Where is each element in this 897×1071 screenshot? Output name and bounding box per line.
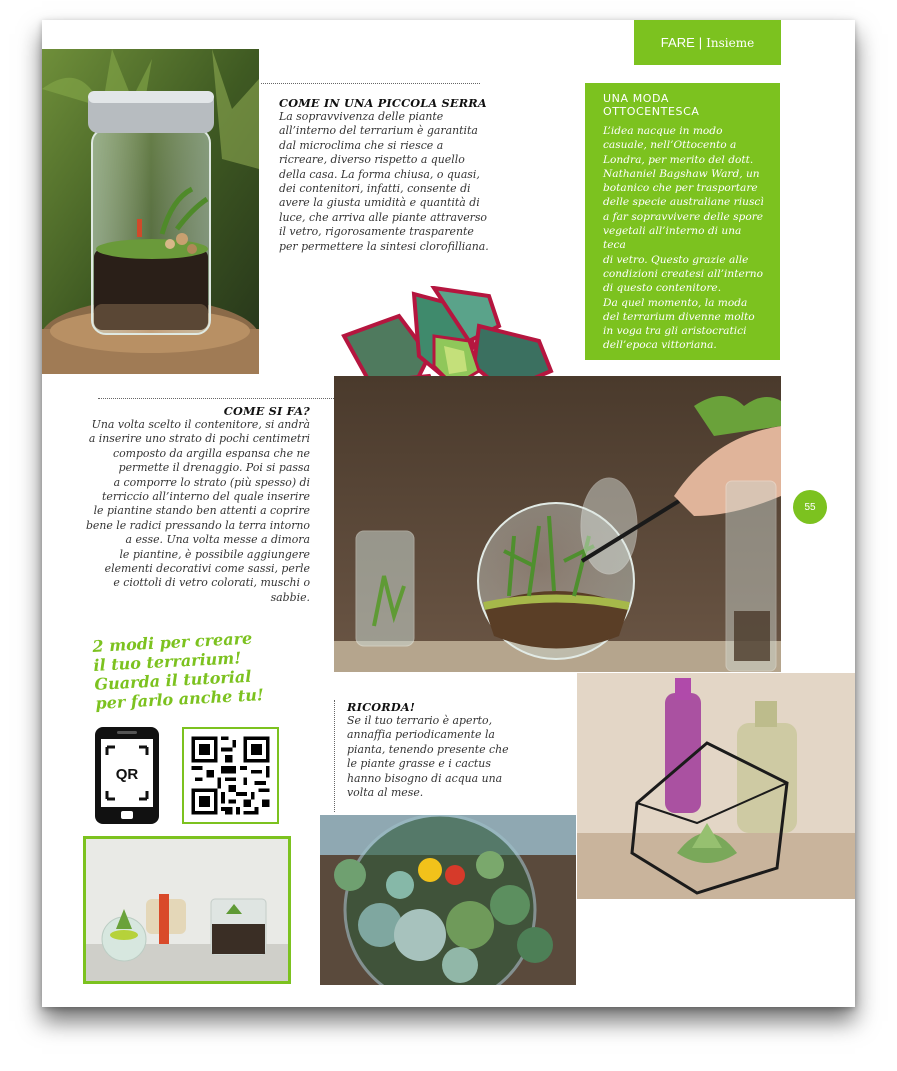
come-si-fa-divider <box>98 398 342 399</box>
sidebar-title: UNA MODA OTTOCENTESCA <box>603 92 700 118</box>
serra-divider <box>261 83 480 84</box>
section-label: FARE <box>660 35 695 50</box>
ricorda-title: RICORDA! <box>347 700 416 714</box>
ricorda-article <box>347 700 577 800</box>
sidebar-text: L’idea nacque in modo casuale, nell’Ottocento a Londra, per merito del dott. Nathaniel Bagshaw Ward, un botanico che per trasportare delle specie australiane riuscì a far sopravvivere delle spore vegetali all’interno di una teca di vetro. Questo grazie alle condizioni createsi all’interno di questo contenitore. Da quel momento, la moda del terrarium divenne molto in voga tra gli aristocratici dell’epoca vittoriana. <box>603 125 764 352</box>
section-separator: | <box>698 35 703 50</box>
section-header-tab <box>634 20 781 65</box>
ricorda-divider <box>334 700 335 812</box>
ricorda-text: Se il tuo terrario è aperto, annaffia periodicamente la pianta, tenendo presente che le piante grasse e i cactus hanno bisogno di acqua una volta al mese. <box>347 714 509 800</box>
jar-terrarium-photo <box>42 49 259 374</box>
serra-article <box>279 96 494 254</box>
qr-icon-label: QR <box>115 766 139 783</box>
come-si-fa-article <box>82 404 310 605</box>
serra-text: La sopravvivenza delle piante all’interno del terrarium è garantita dal microclima che si riesce a ricreare, diverso rispetto a quello della casa. La forma chiusa, o quasi, dei contenitori, infatti, consente di avere la giusta umidità e quantità di luce, che arriva alle piante attraverso il vetro, rigorosamente trasparente per permettere la sintesi clorofilliana. <box>279 110 489 253</box>
tutorial-promo-text: 2 modi per creare il tuo terrarium! Guarda il tutorial per farlo anche tu! <box>92 628 265 713</box>
history-sidebar <box>585 83 780 360</box>
serra-title: COME IN UNA PICCOLA SERRA <box>279 96 487 110</box>
geometric-terrarium-photo <box>577 673 855 899</box>
phone-qr-scan-icon[interactable] <box>95 727 159 824</box>
come-si-fa-title: COME SI FA? <box>223 404 310 418</box>
planting-terrarium-photo <box>334 376 781 672</box>
qr-code[interactable] <box>182 727 279 824</box>
magazine-page <box>42 20 855 1007</box>
succulent-bowl-photo <box>320 815 576 985</box>
come-si-fa-text: Una volta scelto il contenitore, si andrà a inserire uno strato di pochi centimetri composto da argilla espansa che ne permette il drenaggio. Poi si passa a comporre lo strato (più spesso) di terriccio all’interno del quale inserire le piantine stando ben attenti a coprire bene le radici pressando la terra intorno a esse. Una volta messe a dimora le piantine, è possibile aggiungere elementi decorativi come sassi, perle e ciottoli di vetro colorati, muschi o sabbie. <box>85 418 310 604</box>
page-number-badge: 55 <box>793 490 827 524</box>
subsection-label: Insieme <box>706 35 755 50</box>
tutorial-video-thumbnail[interactable] <box>83 836 291 984</box>
